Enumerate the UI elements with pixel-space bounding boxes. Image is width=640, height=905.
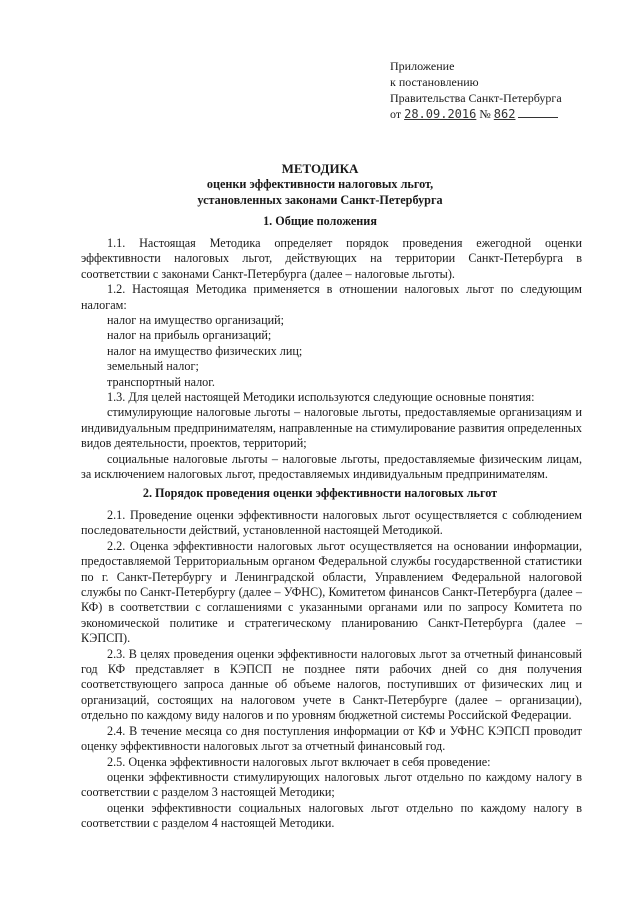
definition-stimulating: стимулирующие налоговые льготы – налоговые льготы, предоставляемые организациям и индивидуальным предпринимателям, направленные на стимулирование развития определенных видов деятельности, проектов, территорий;	[81, 405, 582, 451]
paragraph-1-3: 1.3. Для целей настоящей Методики используются следующие основные понятия:	[107, 390, 535, 405]
paragraph-2-5: 2.5. Оценка эффективности налоговых льгот включает в себя проведение:	[107, 754, 491, 769]
paragraph-1-2: 1.2. Настоящая Методика применяется в отношении налоговых льгот по следующим налогам:	[81, 282, 582, 312]
paragraph-2-5-item-2: оценки эффективности социальных налоговых льгот отдельно по каждому налогу в соответствии с разделом 4 настоящей Методики.	[81, 800, 582, 831]
annex-line-2: к постановлению	[390, 75, 479, 89]
annex-from-label: от	[390, 107, 402, 121]
section-1-body	[81, 236, 582, 483]
annex-number: 862	[493, 107, 516, 121]
annex-block	[390, 58, 562, 122]
definition-social: социальные налоговые льготы – налоговые льготы, предоставляемые физическим лицам, за исключением налоговых льгот, предоставляемых индивидуальным предпринимателям.	[81, 451, 582, 482]
document-subtitle-1: оценки эффективности налоговых льгот,	[206, 177, 434, 191]
section-1-heading: 1. Общие положения	[263, 214, 377, 228]
section-2-heading: 2. Порядок проведения оценки эффективности налоговых льгот	[142, 486, 498, 500]
annex-line-1: Приложение	[390, 59, 455, 73]
paragraph-2-4: 2.4. В течение месяца со дня поступления информации от КФ и УФНС КЭПСП проводит оценку эффективности налоговых льгот за отчетный финансовый год.	[81, 723, 582, 754]
paragraph-2-1: 2.1. Проведение оценки эффективности налоговых льгот осуществляется с соблюдением последовательности действий, установленной настоящей Методикой.	[81, 508, 582, 538]
tax-item: налог на имущество физических лиц;	[107, 343, 303, 358]
annex-date: 28.09.2016	[404, 107, 477, 121]
annex-line-3: Правительства Санкт-Петербурга	[390, 91, 562, 105]
annex-underline	[518, 107, 558, 118]
paragraph-1-1: 1.1. Настоящая Методика определяет порядок проведения ежегодной оценки эффективности налоговых льгот, действующих на территории Санкт-Петербурга в соответствии с законами Санкт-Петербурга (далее – налоговые льготы).	[81, 236, 582, 281]
tax-item: налог на прибыль организаций;	[107, 328, 272, 343]
document-title: МЕТОДИКА	[281, 161, 359, 176]
annex-number-label: №	[479, 107, 491, 121]
tax-item: налог на имущество организаций;	[107, 313, 285, 328]
section-2-body	[81, 508, 582, 832]
paragraph-2-5-item-1: оценки эффективности стимулирующих налоговых льгот отдельно по каждому налогу в соответствии с разделом 3 настоящей Методики;	[81, 769, 582, 800]
paragraph-2-3: 2.3. В целях проведения оценки эффективности налоговых льгот за отчетный финансовый год КФ представляет в КЭПСП не позднее пяти рабочих дней со дня получения соответствующего запроса данные об объеме налогов, поступивших от физических лиц и организаций, состоящих на налоговом учете в Санкт-Петербурге (далее – организации), отдельно по каждому виду налогов и по уровням бюджетной системы Российской Федерации.	[81, 646, 582, 723]
annex-date-number-line	[390, 106, 562, 122]
tax-item: земельный налог;	[107, 359, 199, 374]
tax-item: транспортный налог.	[107, 374, 215, 389]
document-subtitle-2: установленных законами Санкт-Петербурга	[197, 193, 443, 207]
paragraph-2-2: 2.2. Оценка эффективности налоговых льгот осуществляется на основании информации, предоставляемой Территориальным органом Федеральной службы государственной статистики по г. Санкт-Петербургу и Ленинградской области, Управлением Федеральной налоговой службы по Санкт-Петербургу (далее – УФНС), Комитетом финансов Санкт-Петербурга (далее – КФ) в соответствии с соглашениями с указанными органами или по запросу Комитета по экономической политике и стратегическому планированию Санкт-Петербурга (далее – КЭПСП).	[81, 538, 582, 646]
